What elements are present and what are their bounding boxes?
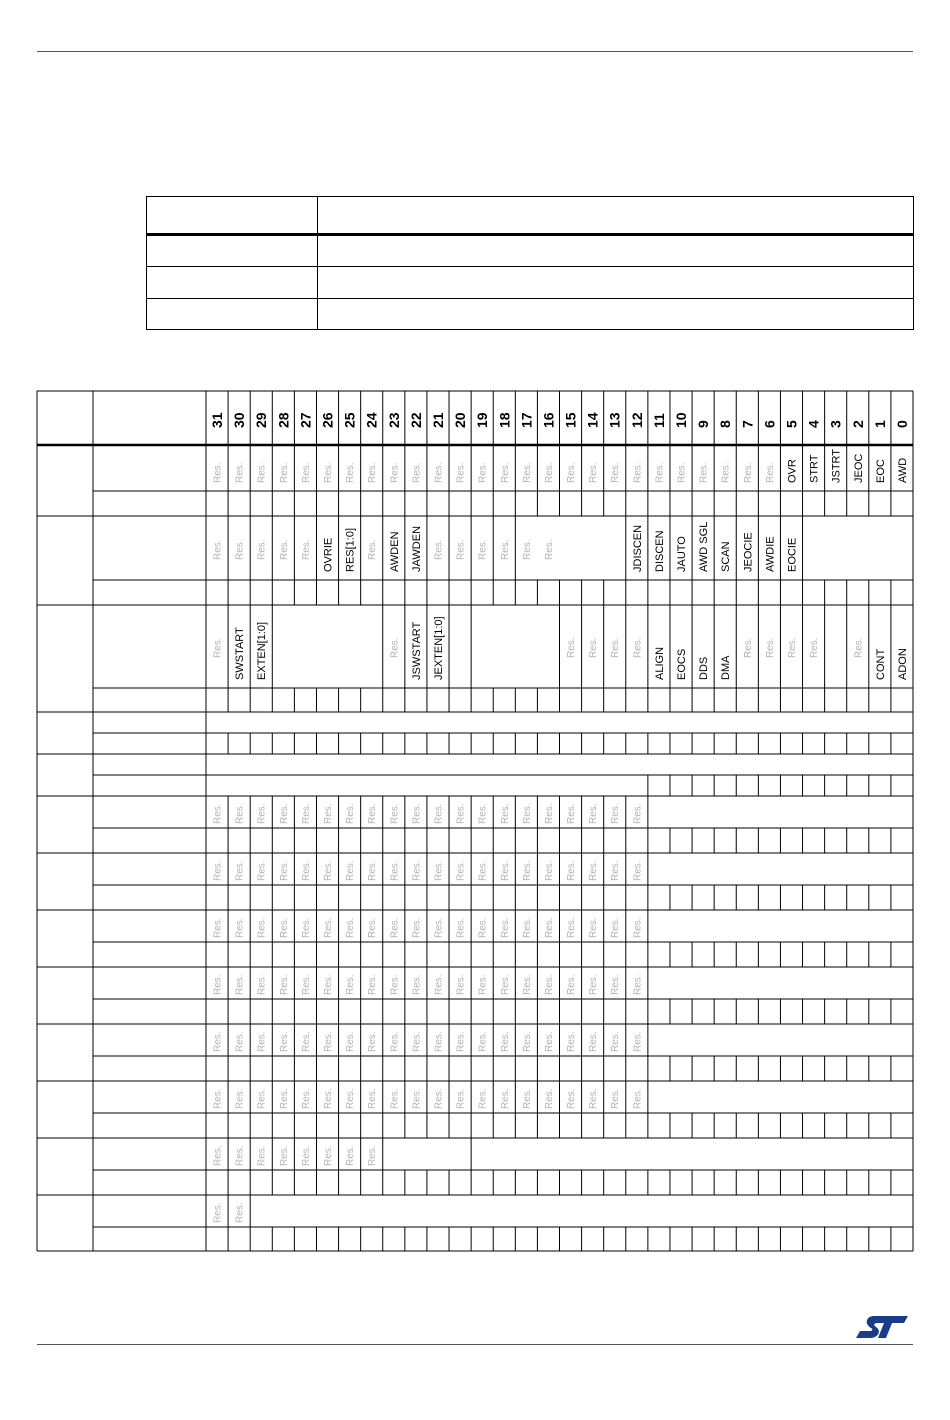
res-label: Res.: [566, 1031, 578, 1052]
res-label: Res.: [588, 917, 600, 938]
res-label: Res.: [367, 974, 379, 995]
res-label: Res.: [521, 860, 533, 881]
res-label: Res.: [566, 637, 578, 658]
res-label: Res.: [764, 637, 776, 658]
res-label: Res.: [367, 1088, 379, 1109]
res-label: Res.: [411, 860, 423, 881]
field-label: RES[1:0]: [344, 527, 357, 572]
bit-number: 0: [893, 420, 910, 428]
res-label: Res.: [367, 1031, 379, 1052]
res-label: Res.: [543, 860, 555, 881]
res-label: Res.: [521, 917, 533, 938]
res-label: Res.: [389, 917, 401, 938]
res-label: Res.: [477, 917, 489, 938]
res-label: Res.: [521, 1031, 533, 1052]
res-label: Res.: [411, 462, 423, 483]
res-label: Res.: [521, 1088, 533, 1109]
res-label: Res.: [345, 974, 357, 995]
res-label: Res.: [212, 917, 224, 938]
res-label: Res.: [367, 917, 379, 938]
res-label: Res.: [566, 1088, 578, 1109]
res-label: Res.: [610, 462, 622, 483]
field-label: ADON: [896, 648, 909, 680]
bit-number: 6: [761, 420, 778, 428]
bit-number: 27: [297, 412, 314, 428]
field-label: JSWSTART: [410, 621, 423, 680]
res-label: Res.: [411, 974, 423, 995]
res-label: Res.: [499, 1088, 511, 1109]
res-label: Res.: [411, 803, 423, 824]
res-label: Res.: [212, 1031, 224, 1052]
res-label: Res.: [676, 462, 688, 483]
res-label: Res.: [278, 1031, 290, 1052]
res-label: Res.: [300, 917, 312, 938]
res-label: Res.: [234, 974, 246, 995]
res-label: Res.: [477, 1031, 489, 1052]
res-label: Res.: [566, 860, 578, 881]
field-label: JSTRT: [830, 448, 843, 483]
bit-number: 20: [452, 412, 469, 428]
bit-number: 21: [429, 412, 446, 428]
field-label: ALIGN: [653, 646, 666, 680]
res-label: Res.: [389, 803, 401, 824]
bit-number: 13: [606, 412, 623, 428]
res-label: Res.: [212, 803, 224, 824]
res-label: Res.: [300, 1031, 312, 1052]
bit-number: 17: [518, 412, 535, 428]
res-label: Res.: [477, 860, 489, 881]
res-label: Res.: [300, 860, 312, 881]
res-label: Res.: [411, 917, 423, 938]
res-label: Res.: [323, 803, 335, 824]
res-label: Res.: [543, 1031, 555, 1052]
res-label: Res.: [389, 462, 401, 483]
bit-number: 18: [496, 412, 513, 428]
res-label: Res.: [234, 1202, 246, 1223]
res-label: Res.: [809, 637, 821, 658]
res-label: Res.: [323, 1145, 335, 1166]
res-label: Res.: [433, 539, 445, 560]
res-label: Res.: [278, 803, 290, 824]
res-label: Res.: [588, 803, 600, 824]
field-label: EOC: [874, 459, 887, 483]
res-label: Res.: [234, 1031, 246, 1052]
res-label: Res.: [278, 860, 290, 881]
res-label: Res.: [543, 803, 555, 824]
res-label: Res.: [323, 860, 335, 881]
res-label: Res.: [323, 974, 335, 995]
field-label: EOCIE: [786, 537, 799, 572]
res-label: Res.: [212, 1145, 224, 1166]
res-label: Res.: [521, 803, 533, 824]
res-label: Res.: [543, 539, 555, 560]
bit-number: 11: [650, 413, 667, 428]
field-label: JEOC: [852, 453, 865, 483]
res-label: Res.: [234, 803, 246, 824]
res-label: Res.: [256, 462, 268, 483]
bit-number: 2: [849, 420, 866, 428]
res-label: Res.: [300, 974, 312, 995]
res-label: Res.: [433, 1088, 445, 1109]
res-label: Res.: [256, 539, 268, 560]
res-label: Res.: [234, 462, 246, 483]
bit-number: 9: [695, 420, 712, 428]
res-label: Res.: [256, 803, 268, 824]
res-label: Res.: [345, 860, 357, 881]
field-label: AWD SGL: [698, 521, 711, 572]
res-label: Res.: [477, 974, 489, 995]
field-label: JAWDEN: [410, 525, 423, 572]
res-label: Res.: [411, 1031, 423, 1052]
res-label: Res.: [632, 637, 644, 658]
res-label: Res.: [278, 974, 290, 995]
res-label: Res.: [212, 637, 224, 658]
field-label: OVRIE: [322, 537, 335, 572]
res-label: Res.: [632, 974, 644, 995]
res-label: Res.: [323, 1088, 335, 1109]
res-label: Res.: [212, 462, 224, 483]
field-label: CONT: [874, 648, 887, 680]
field-label: SWSTART: [234, 627, 247, 680]
res-label: Res.: [742, 637, 754, 658]
res-label: Res.: [278, 462, 290, 483]
res-label: Res.: [632, 1088, 644, 1109]
res-label: Res.: [566, 803, 578, 824]
res-label: Res.: [499, 1031, 511, 1052]
res-label: Res.: [278, 1088, 290, 1109]
res-label: Res.: [543, 974, 555, 995]
res-label: Res.: [278, 1145, 290, 1166]
res-label: Res.: [499, 803, 511, 824]
res-label: Res.: [300, 803, 312, 824]
res-label: Res.: [477, 803, 489, 824]
res-label: Res.: [566, 917, 578, 938]
res-label: Res.: [300, 1088, 312, 1109]
res-label: Res.: [566, 974, 578, 995]
res-label: Res.: [323, 917, 335, 938]
res-label: Res.: [345, 1031, 357, 1052]
res-label: Res.: [212, 539, 224, 560]
res-label: Res.: [367, 539, 379, 560]
res-label: Res.: [632, 462, 644, 483]
bit-number: 10: [673, 412, 690, 428]
st-logo-icon: [852, 1310, 912, 1342]
res-label: Res.: [367, 860, 379, 881]
res-label: Res.: [477, 539, 489, 560]
bit-number: 1: [871, 420, 888, 428]
res-label: Res.: [300, 539, 312, 560]
bit-number: 25: [341, 412, 358, 428]
res-label: Res.: [455, 803, 467, 824]
res-label: Res.: [256, 917, 268, 938]
res-label: Res.: [389, 974, 401, 995]
res-label: Res.: [212, 1202, 224, 1223]
res-label: Res.: [588, 860, 600, 881]
res-label: Res.: [566, 462, 578, 483]
res-label: Res.: [455, 974, 467, 995]
bit-number: 4: [805, 420, 822, 428]
res-label: Res.: [300, 1145, 312, 1166]
res-label: Res.: [256, 1031, 268, 1052]
bit-number: 26: [319, 412, 336, 428]
bit-number: 7: [739, 420, 756, 428]
field-label: AWDEN: [388, 531, 401, 572]
res-label: Res.: [588, 462, 600, 483]
footer-rule: [37, 1344, 913, 1345]
res-label: Res.: [632, 917, 644, 938]
res-label: Res.: [411, 1088, 423, 1109]
field-label: DISCEN: [653, 530, 666, 572]
res-label: Res.: [234, 1145, 246, 1166]
res-label: Res.: [433, 462, 445, 483]
res-label: Res.: [367, 462, 379, 483]
res-label: Res.: [323, 462, 335, 483]
res-label: Res.: [499, 917, 511, 938]
res-label: Res.: [234, 860, 246, 881]
res-label: Res.: [499, 974, 511, 995]
res-label: Res.: [588, 1088, 600, 1109]
bit-number: 3: [827, 420, 844, 428]
bit-number: 28: [275, 412, 292, 428]
bit-number: 30: [231, 412, 248, 428]
res-label: Res.: [588, 1031, 600, 1052]
res-label: Res.: [455, 539, 467, 560]
res-label: Res.: [323, 1031, 335, 1052]
res-label: Res.: [610, 1031, 622, 1052]
res-label: Res.: [345, 917, 357, 938]
field-label: AWD: [896, 457, 909, 483]
res-label: Res.: [256, 1088, 268, 1109]
res-label: Res.: [543, 917, 555, 938]
field-label: JDISCEN: [631, 524, 644, 572]
bit-number: 8: [717, 420, 734, 428]
field-label: STRT: [808, 454, 821, 483]
res-label: Res.: [212, 1088, 224, 1109]
bit-number: 22: [407, 412, 424, 428]
bit-number: 14: [584, 412, 601, 428]
field-label: JEOCIE: [742, 532, 755, 572]
res-label: Res.: [367, 1145, 379, 1166]
res-label: Res.: [433, 1031, 445, 1052]
res-label: Res.: [588, 637, 600, 658]
res-label: Res.: [588, 974, 600, 995]
res-label: Res.: [610, 974, 622, 995]
res-label: Res.: [345, 1088, 357, 1109]
res-label: Res.: [499, 539, 511, 560]
bit-number: 19: [474, 412, 491, 428]
res-label: Res.: [764, 462, 776, 483]
res-label: Res.: [610, 637, 622, 658]
res-label: Res.: [632, 1031, 644, 1052]
res-label: Res.: [786, 637, 798, 658]
res-label: Res.: [367, 803, 379, 824]
res-label: Res.: [543, 1088, 555, 1109]
res-label: Res.: [499, 860, 511, 881]
res-label: Res.: [610, 860, 622, 881]
res-label: Res.: [389, 860, 401, 881]
res-label: Res.: [853, 637, 865, 658]
res-label: Res.: [256, 974, 268, 995]
res-label: Res.: [455, 1031, 467, 1052]
res-label: Res.: [698, 462, 710, 483]
field-label: EXTEN[1:0]: [256, 621, 269, 680]
res-label: Res.: [278, 917, 290, 938]
field-label: SCAN: [720, 541, 733, 572]
res-label: Res.: [610, 1088, 622, 1109]
res-label: Res.: [477, 1088, 489, 1109]
res-label: Res.: [455, 1088, 467, 1109]
res-label: Res.: [234, 1088, 246, 1109]
field-label: JEXTEN[1:0]: [432, 616, 445, 680]
bit-number: 29: [253, 412, 270, 428]
res-label: Res.: [433, 917, 445, 938]
bit-number: 15: [562, 412, 579, 428]
res-label: Res.: [543, 462, 555, 483]
res-label: Res.: [345, 1145, 357, 1166]
res-label: Res.: [477, 462, 489, 483]
bit-number: 24: [363, 412, 380, 428]
res-label: Res.: [521, 539, 533, 560]
field-label: EOCS: [676, 648, 689, 680]
bit-number: 16: [540, 412, 557, 428]
res-label: Res.: [278, 539, 290, 560]
res-label: Res.: [212, 860, 224, 881]
field-label: AWDIE: [764, 536, 777, 572]
res-label: Res.: [521, 974, 533, 995]
res-label: Res.: [389, 1031, 401, 1052]
res-label: Res.: [300, 462, 312, 483]
bit-number: 12: [628, 412, 645, 428]
res-label: Res.: [455, 462, 467, 483]
res-label: Res.: [654, 462, 666, 483]
res-label: Res.: [212, 974, 224, 995]
res-label: Res.: [256, 860, 268, 881]
res-label: Res.: [742, 462, 754, 483]
bit-number: 31: [209, 412, 226, 428]
bit-number: 5: [783, 420, 800, 428]
res-label: Res.: [389, 1088, 401, 1109]
res-label: Res.: [234, 917, 246, 938]
res-label: Res.: [433, 803, 445, 824]
res-label: Res.: [632, 803, 644, 824]
res-label: Res.: [234, 539, 246, 560]
field-label: DDS: [698, 656, 711, 680]
res-label: Res.: [610, 803, 622, 824]
bit-number: 23: [385, 412, 402, 428]
res-label: Res.: [610, 917, 622, 938]
field-label: JAUTO: [676, 536, 689, 572]
res-label: Res.: [720, 462, 732, 483]
field-label: DMA: [720, 655, 733, 680]
field-label: OVR: [786, 459, 799, 483]
res-label: Res.: [389, 637, 401, 658]
res-label: Res.: [455, 917, 467, 938]
res-label: Res.: [345, 803, 357, 824]
res-label: Res.: [433, 860, 445, 881]
res-label: Res.: [455, 860, 467, 881]
res-label: Res.: [433, 974, 445, 995]
res-label: Res.: [521, 462, 533, 483]
res-label: Res.: [632, 860, 644, 881]
res-label: Res.: [499, 462, 511, 483]
res-label: Res.: [256, 1145, 268, 1166]
res-label: Res.: [345, 462, 357, 483]
